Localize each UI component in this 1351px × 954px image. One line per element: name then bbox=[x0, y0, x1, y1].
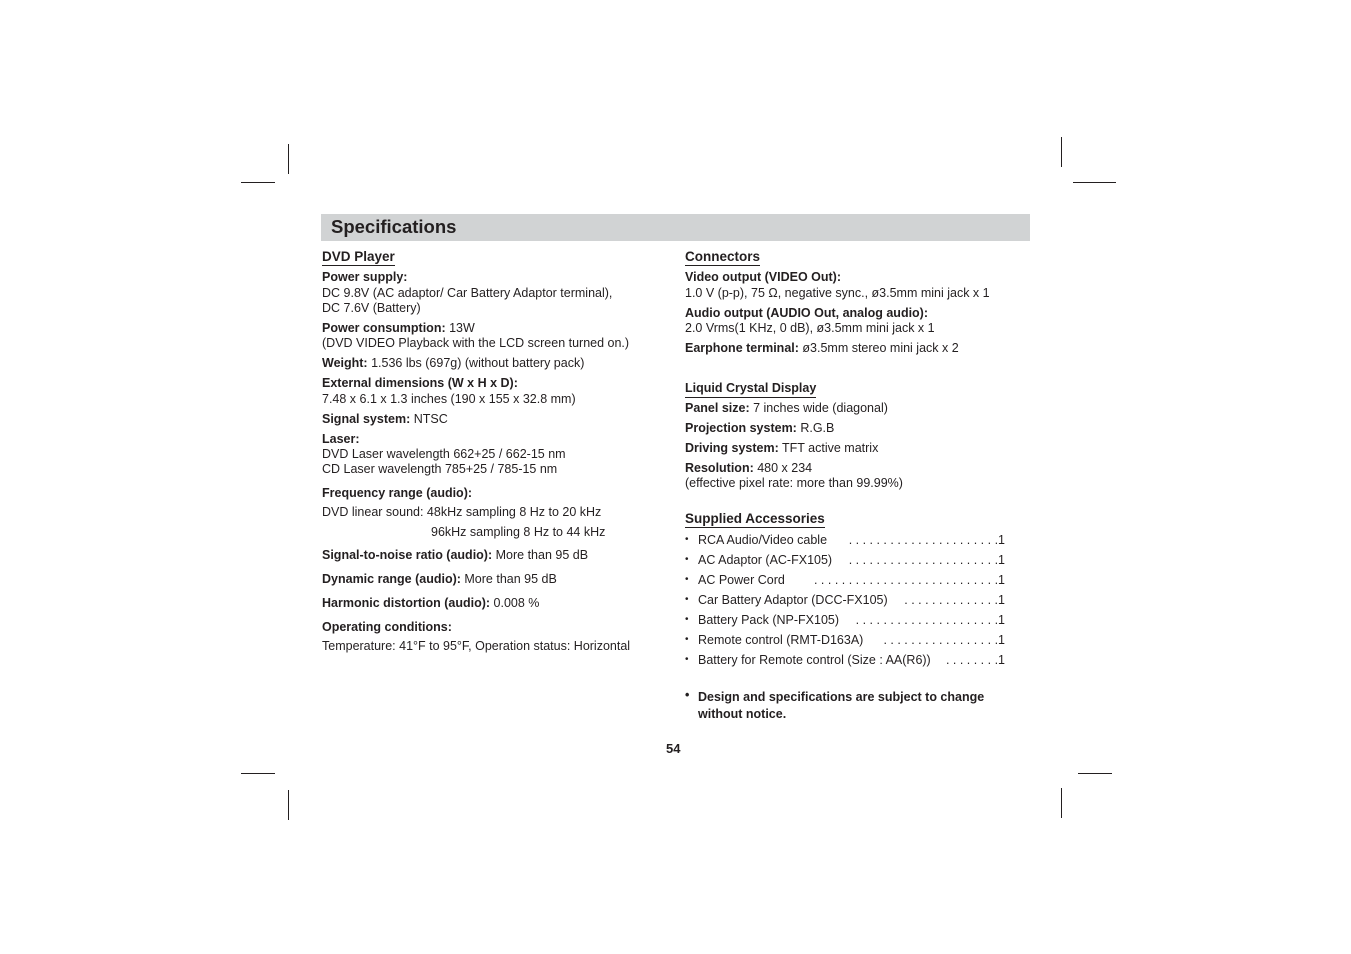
video-output-value: 1.0 V (p-p), 75 Ω, negative sync., ø3.5mm mini jack x 1 bbox=[685, 286, 990, 300]
power-supply-value: DC 9.8V (AC adaptor/ Car Battery Adaptor terminal), bbox=[322, 286, 613, 300]
crop-mark bbox=[241, 773, 275, 774]
accessory-name: Car Battery Adaptor (DCC-FX105) bbox=[698, 593, 888, 607]
earphone-label: Earphone terminal: bbox=[685, 341, 799, 355]
accessory-name: Remote control (RMT-D163A) bbox=[698, 633, 864, 647]
lcd-heading: Liquid Crystal Display bbox=[685, 381, 816, 398]
accessory-quantity: . . . . . . . . . . . . . . . . .1 bbox=[883, 633, 1005, 647]
bullet-icon: • bbox=[685, 654, 689, 665]
resolution bbox=[685, 461, 812, 476]
bullet-icon: • bbox=[685, 554, 689, 565]
snr bbox=[322, 548, 588, 563]
bullet-icon: • bbox=[685, 534, 689, 545]
bullet-icon: • bbox=[685, 614, 689, 625]
crop-mark bbox=[241, 182, 275, 183]
accessory-name: RCA Audio/Video cable bbox=[698, 533, 828, 547]
snr-value: More than 95 dB bbox=[492, 548, 589, 562]
driving-system bbox=[685, 441, 878, 456]
bullet-icon: • bbox=[685, 634, 689, 645]
signal-label: Signal system: bbox=[322, 412, 411, 426]
crop-mark bbox=[1078, 773, 1112, 774]
crop-mark bbox=[1073, 182, 1116, 183]
accessory-name: Battery Pack (NP-FX105) bbox=[698, 613, 840, 627]
panel-label: Panel size: bbox=[685, 401, 750, 415]
power-consumption bbox=[322, 321, 475, 336]
resolution-note: (effective pixel rate: more than 99.99%) bbox=[685, 476, 903, 490]
signal-value: NTSC bbox=[410, 412, 448, 426]
harmonic-distortion bbox=[322, 596, 539, 611]
bullet-icon: • bbox=[685, 594, 689, 605]
audio-output-value: 2.0 Vrms(1 KHz, 0 dB), ø3.5mm mini jack x 1 bbox=[685, 321, 935, 335]
right-column bbox=[685, 249, 1025, 729]
bullet-icon: • bbox=[685, 574, 689, 585]
accessory-quantity: . . . . . . . . . . . . . . . . . . . . . .1 bbox=[848, 553, 1005, 567]
crop-mark bbox=[1061, 137, 1062, 167]
dvd-player-heading: DVD Player bbox=[322, 249, 395, 264]
dyn-label: Dynamic range (audio): bbox=[322, 572, 461, 586]
accessories-heading: Supplied Accessories bbox=[685, 511, 825, 526]
bullet-icon: • bbox=[685, 688, 690, 702]
crop-mark bbox=[1061, 788, 1062, 818]
freq-value: DVD linear sound: 48kHz sampling 8 Hz to 20 kHz bbox=[322, 505, 602, 519]
connectors-heading: Connectors bbox=[685, 249, 761, 264]
power-consumption-value: 13W bbox=[445, 321, 475, 335]
thd-label: Harmonic distortion (audio): bbox=[322, 596, 491, 610]
dvd-player-section bbox=[322, 249, 672, 669]
title-bar bbox=[321, 214, 1030, 241]
freq-label: Frequency range (audio): bbox=[322, 486, 473, 500]
crop-mark bbox=[288, 790, 289, 820]
res-value: 480 x 234 bbox=[753, 461, 813, 475]
notice-line: without notice. bbox=[698, 707, 787, 721]
projection-system bbox=[685, 421, 834, 436]
panel-value: 7 inches wide (diagonal) bbox=[749, 401, 888, 415]
accessory-quantity: . . . . . . . . . . . . . . . . . . . . . . . . . . .1 bbox=[813, 573, 1005, 587]
earphone-terminal bbox=[685, 341, 959, 356]
op-value: Temperature: 41°F to 95°F, Operation status: Horizontal bbox=[322, 639, 631, 653]
accessory-quantity: . . . . . . . . . . . . . . . . . . . . . .1 bbox=[848, 533, 1005, 547]
ext-dim-label: External dimensions (W x H x D): bbox=[322, 376, 518, 390]
accessory-quantity: . . . . . . . .1 bbox=[945, 653, 1005, 667]
res-label: Resolution: bbox=[685, 461, 754, 475]
proj-value: R.G.B bbox=[796, 421, 835, 435]
freq-value: 96kHz sampling 8 Hz to 44 kHz bbox=[431, 525, 606, 539]
page-number: 54 bbox=[666, 741, 681, 756]
power-consumption-label: Power consumption: bbox=[322, 321, 446, 335]
accessory-quantity: . . . . . . . . . . . . . .1 bbox=[904, 593, 1005, 607]
ext-dim-value: 7.48 x 6.1 x 1.3 inches (190 x 155 x 32.8 mm) bbox=[322, 392, 576, 406]
snr-label: Signal-to-noise ratio (audio): bbox=[322, 548, 493, 562]
power-supply-label: Power supply: bbox=[322, 270, 408, 284]
accessory-name: Battery for Remote control (Size : AA(R6)) bbox=[698, 653, 931, 667]
page-title: Specifications bbox=[331, 216, 457, 237]
laser-value: CD Laser wavelength 785+25 / 785-15 nm bbox=[322, 462, 558, 476]
weight-label: Weight: bbox=[322, 356, 368, 370]
notice-line: Design and specifications are subject to change bbox=[698, 690, 985, 704]
thd-value: 0.008 % bbox=[490, 596, 540, 610]
panel-size bbox=[685, 401, 888, 416]
laser-label: Laser: bbox=[322, 432, 360, 446]
crop-mark bbox=[288, 144, 289, 174]
power-consumption-note: (DVD VIDEO Playback with the LCD screen turned on.) bbox=[322, 336, 630, 350]
accessory-name: AC Adaptor (AC-FX105) bbox=[698, 553, 833, 567]
earphone-value: ø3.5mm stereo mini jack x 2 bbox=[798, 341, 959, 355]
drive-value: TFT active matrix bbox=[778, 441, 879, 455]
op-label: Operating conditions: bbox=[322, 620, 452, 634]
accessory-quantity: . . . . . . . . . . . . . . . . . . . . .1 bbox=[855, 613, 1005, 627]
laser-value: DVD Laser wavelength 662+25 / 662-15 nm bbox=[322, 447, 566, 461]
dynamic-range bbox=[322, 572, 557, 587]
drive-label: Driving system: bbox=[685, 441, 779, 455]
accessory-name: AC Power Cord bbox=[698, 573, 785, 587]
signal-system bbox=[322, 412, 448, 427]
weight-value: 1.536 lbs (697g) (without battery pack) bbox=[367, 356, 585, 370]
dyn-value: More than 95 dB bbox=[460, 572, 557, 586]
weight bbox=[322, 356, 584, 371]
proj-label: Projection system: bbox=[685, 421, 797, 435]
video-output-label: Video output (VIDEO Out): bbox=[685, 270, 841, 284]
power-supply-value: DC 7.6V (Battery) bbox=[322, 301, 421, 315]
audio-output-label: Audio output (AUDIO Out, analog audio): bbox=[685, 306, 929, 320]
